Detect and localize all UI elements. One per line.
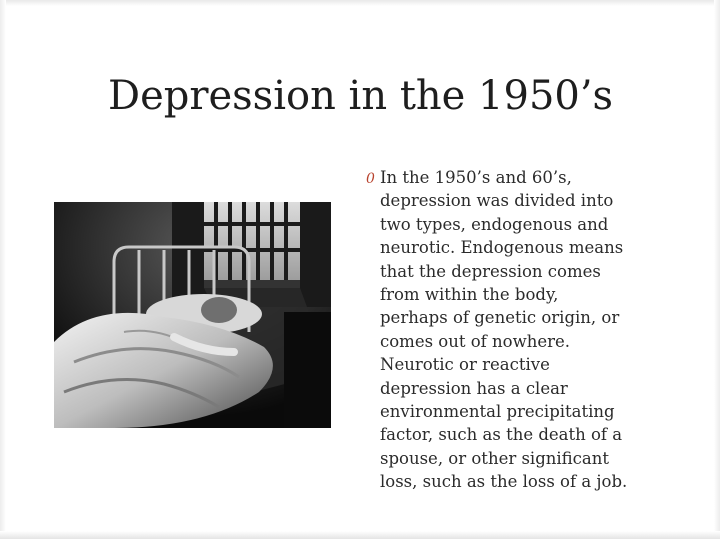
- slide-edge-top: [0, 0, 720, 6]
- bullet-marker: 0: [366, 171, 375, 187]
- bed-photo-image: [54, 202, 331, 428]
- slide-title: Depression in the 1950’s: [108, 73, 614, 119]
- bullet-text: In the 1950’s and 60’s, depression was divided into two types, endogenous and neurotic. Endogenous means that the depression comes from within the body, perhaps of genetic origin, or comes out of nowhere. Neurotic or reactive depression has a clear environmental precipitating factor, such as the death of a spouse, or other significant loss, such as the loss of a job.: [380, 168, 628, 492]
- bullet-list: [362, 166, 672, 496]
- slide-edge-bottom: [0, 531, 720, 539]
- slide-edge-left: [0, 0, 6, 539]
- slide-edge-right: [714, 0, 720, 539]
